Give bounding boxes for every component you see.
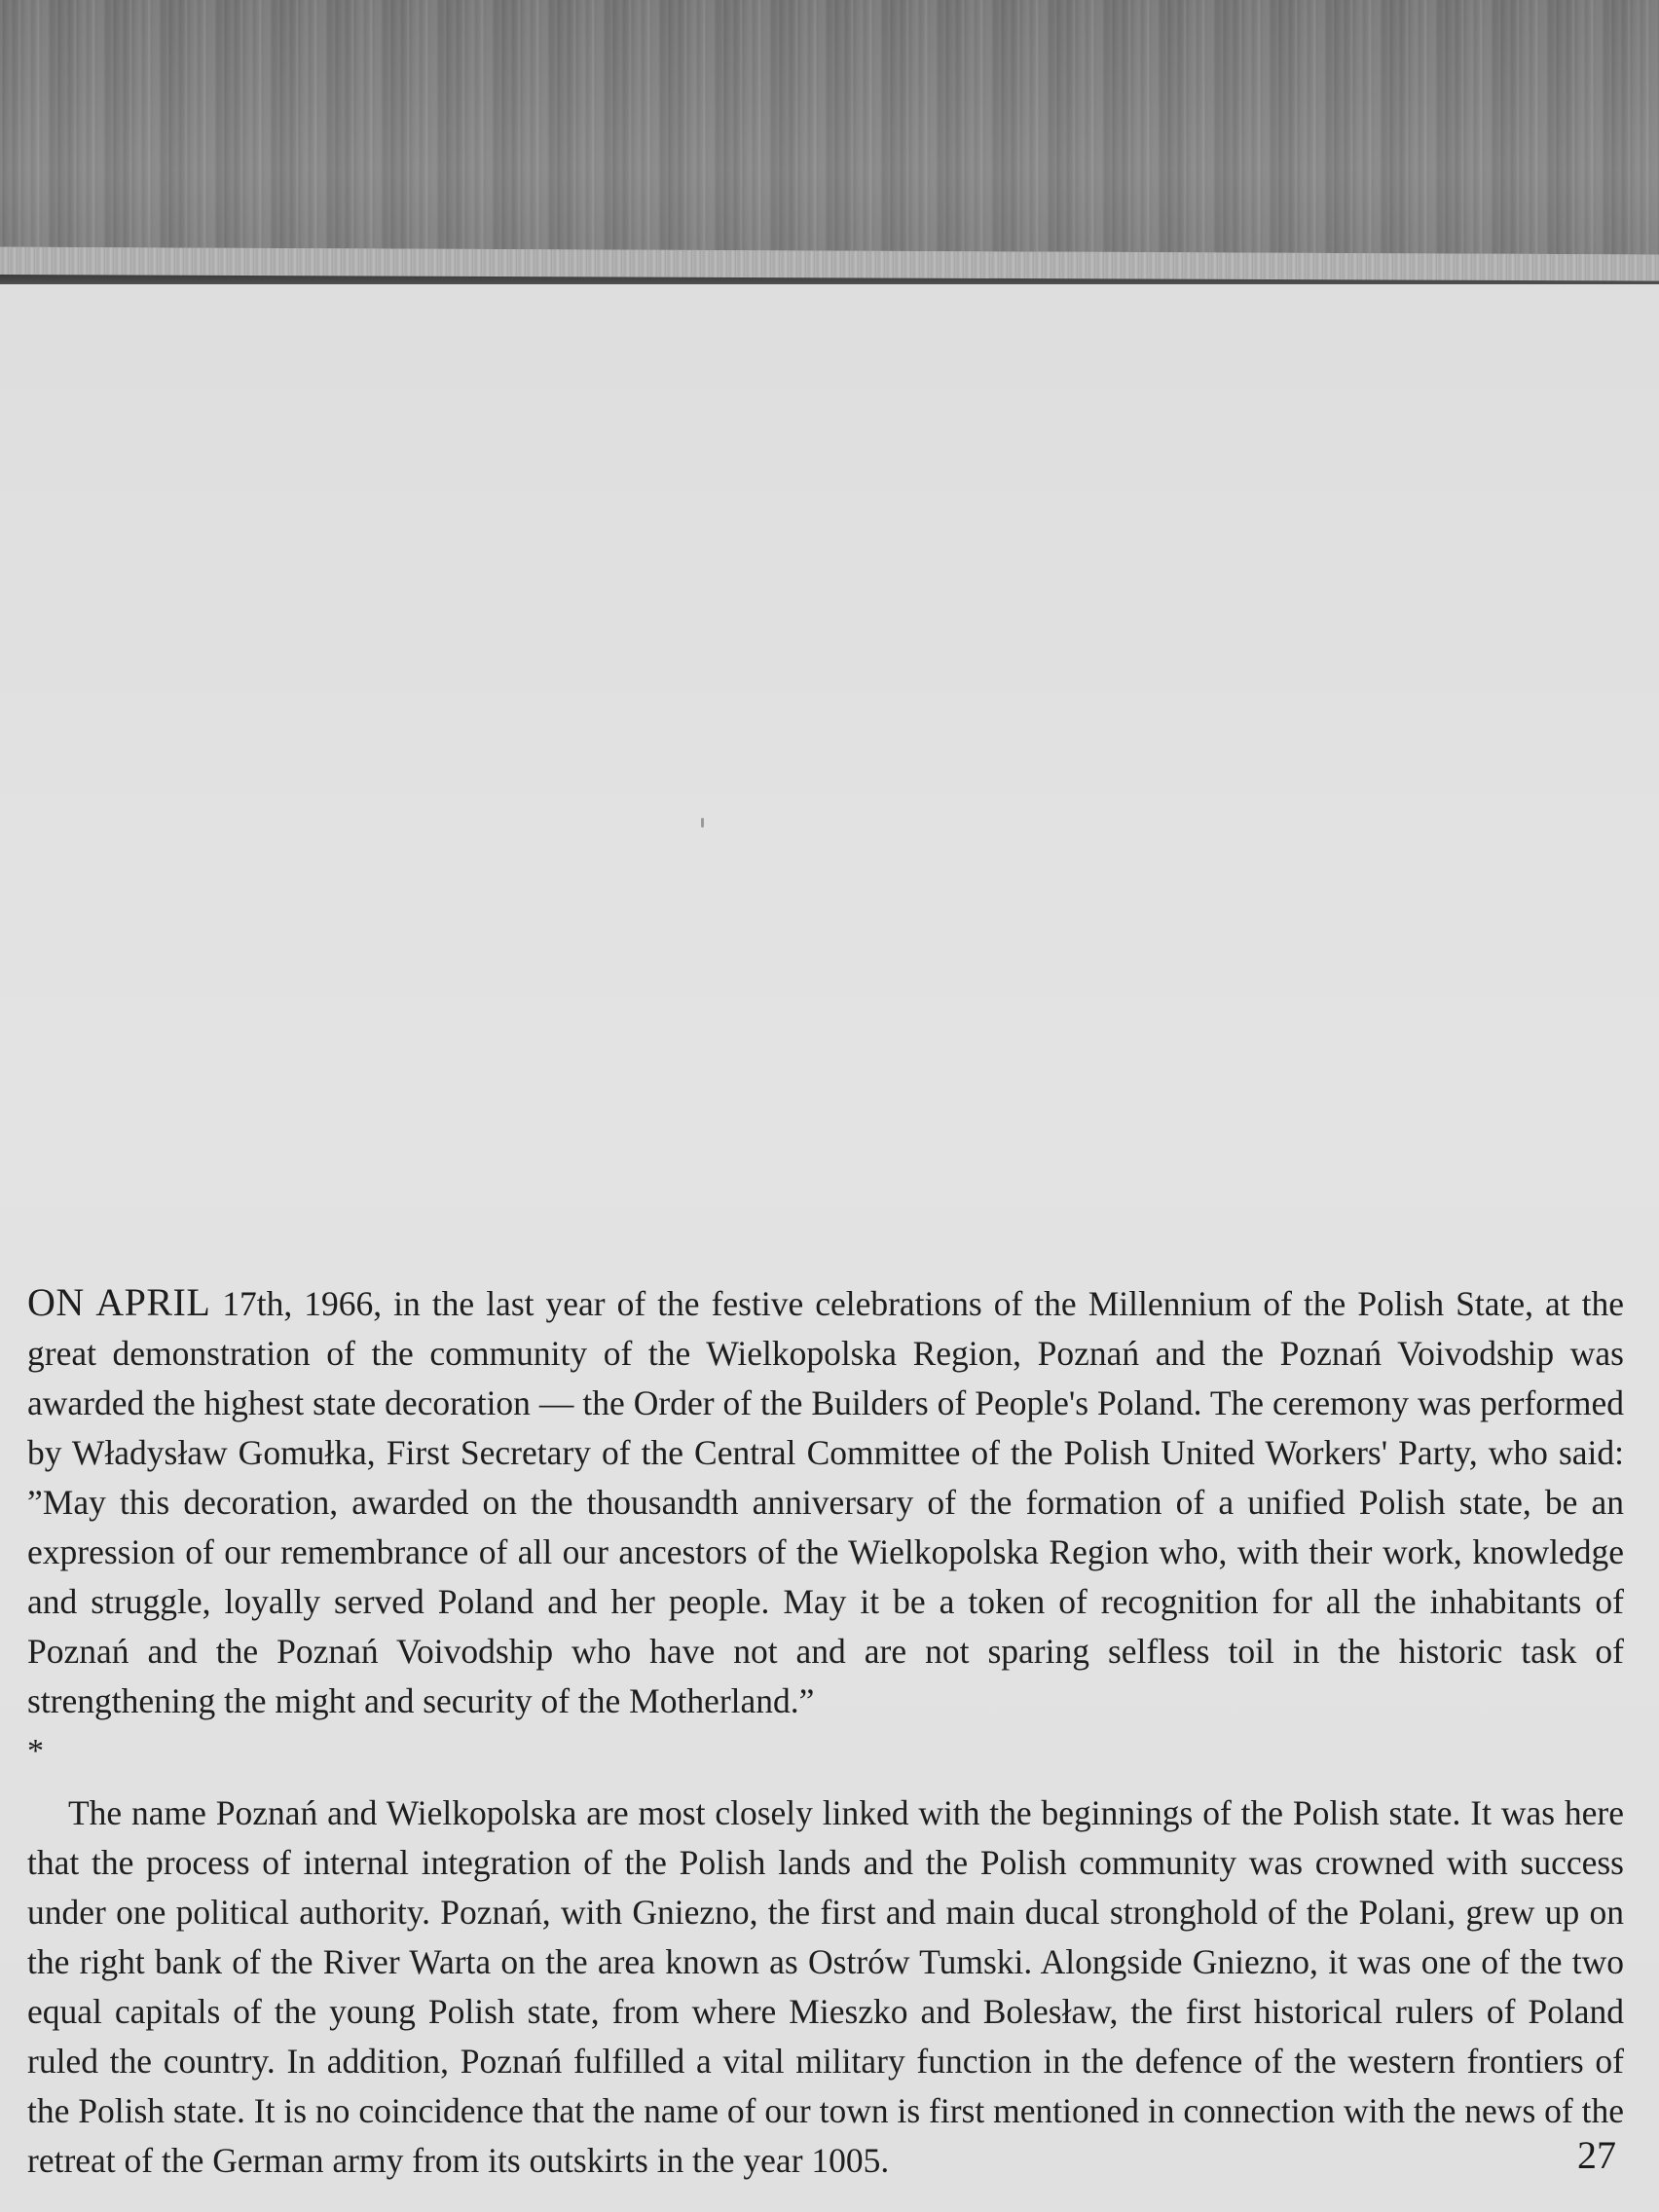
paper-speck: [701, 818, 704, 828]
book-page: [0, 284, 1659, 2212]
paragraph-1-text: 17th, 1966, in the last year of the festive celebrations of the Millennium of the Polish State, at the great demonstration of the community of the Wielkopolska Region, Poznań and the Poznań Voivodship was awarded the highest state decoration — the Order of the Builders of People's Poland. The ceremony was performed by Władysław Gomułka, First Secretary of the Central Committee of the Polish United Workers' Party, who said: ”May this decoration, awarded on the thousandth anniversary of the formation of a unified Polish state, be an expression of our remembrance of all our ancestors of the Wielkopolska Region who, with their work, knowledge and struggle, loyally served Poland and her people. May it be a token of recognition for all the inhabitants of Poznań and the Poznań Voivodship who have not and are not sparing selfless toil in the historic task of strengthening the might and security of the Motherland.”: [27, 1284, 1624, 1720]
wooden-table-background: [0, 0, 1659, 282]
section-separator: *: [27, 1733, 44, 1769]
paragraph-1: [27, 1277, 1624, 1726]
lead-in-caps: ON APRIL: [27, 1280, 211, 1324]
page-number: 27: [1577, 2133, 1616, 2177]
body-text: [27, 1277, 1624, 2186]
paragraph-2: The name Poznań and Wielkopolska are most closely linked with the beginnings of the Polish state. It was here that the process of internal integration of the Polish lands and the Polish community was crowned with success under one political authority. Poznań, with Gniezno, the first and main ducal stronghold of the Polani, grew up on the right bank of the River Warta on the area known as Ostrów Tumski. Alongside Gniezno, it was one of the two equal capitals of the young Polish state, from where Mieszko and Bolesław, the first historical rulers of Poland ruled the country. In addition, Poznań fulfilled a vital military function in the defence of the western frontiers of the Polish state. It is no coincidence that the name of our town is first mentioned in connection with the news of the retreat of the German army from its outskirts in the year 1005.: [27, 1793, 1624, 2180]
